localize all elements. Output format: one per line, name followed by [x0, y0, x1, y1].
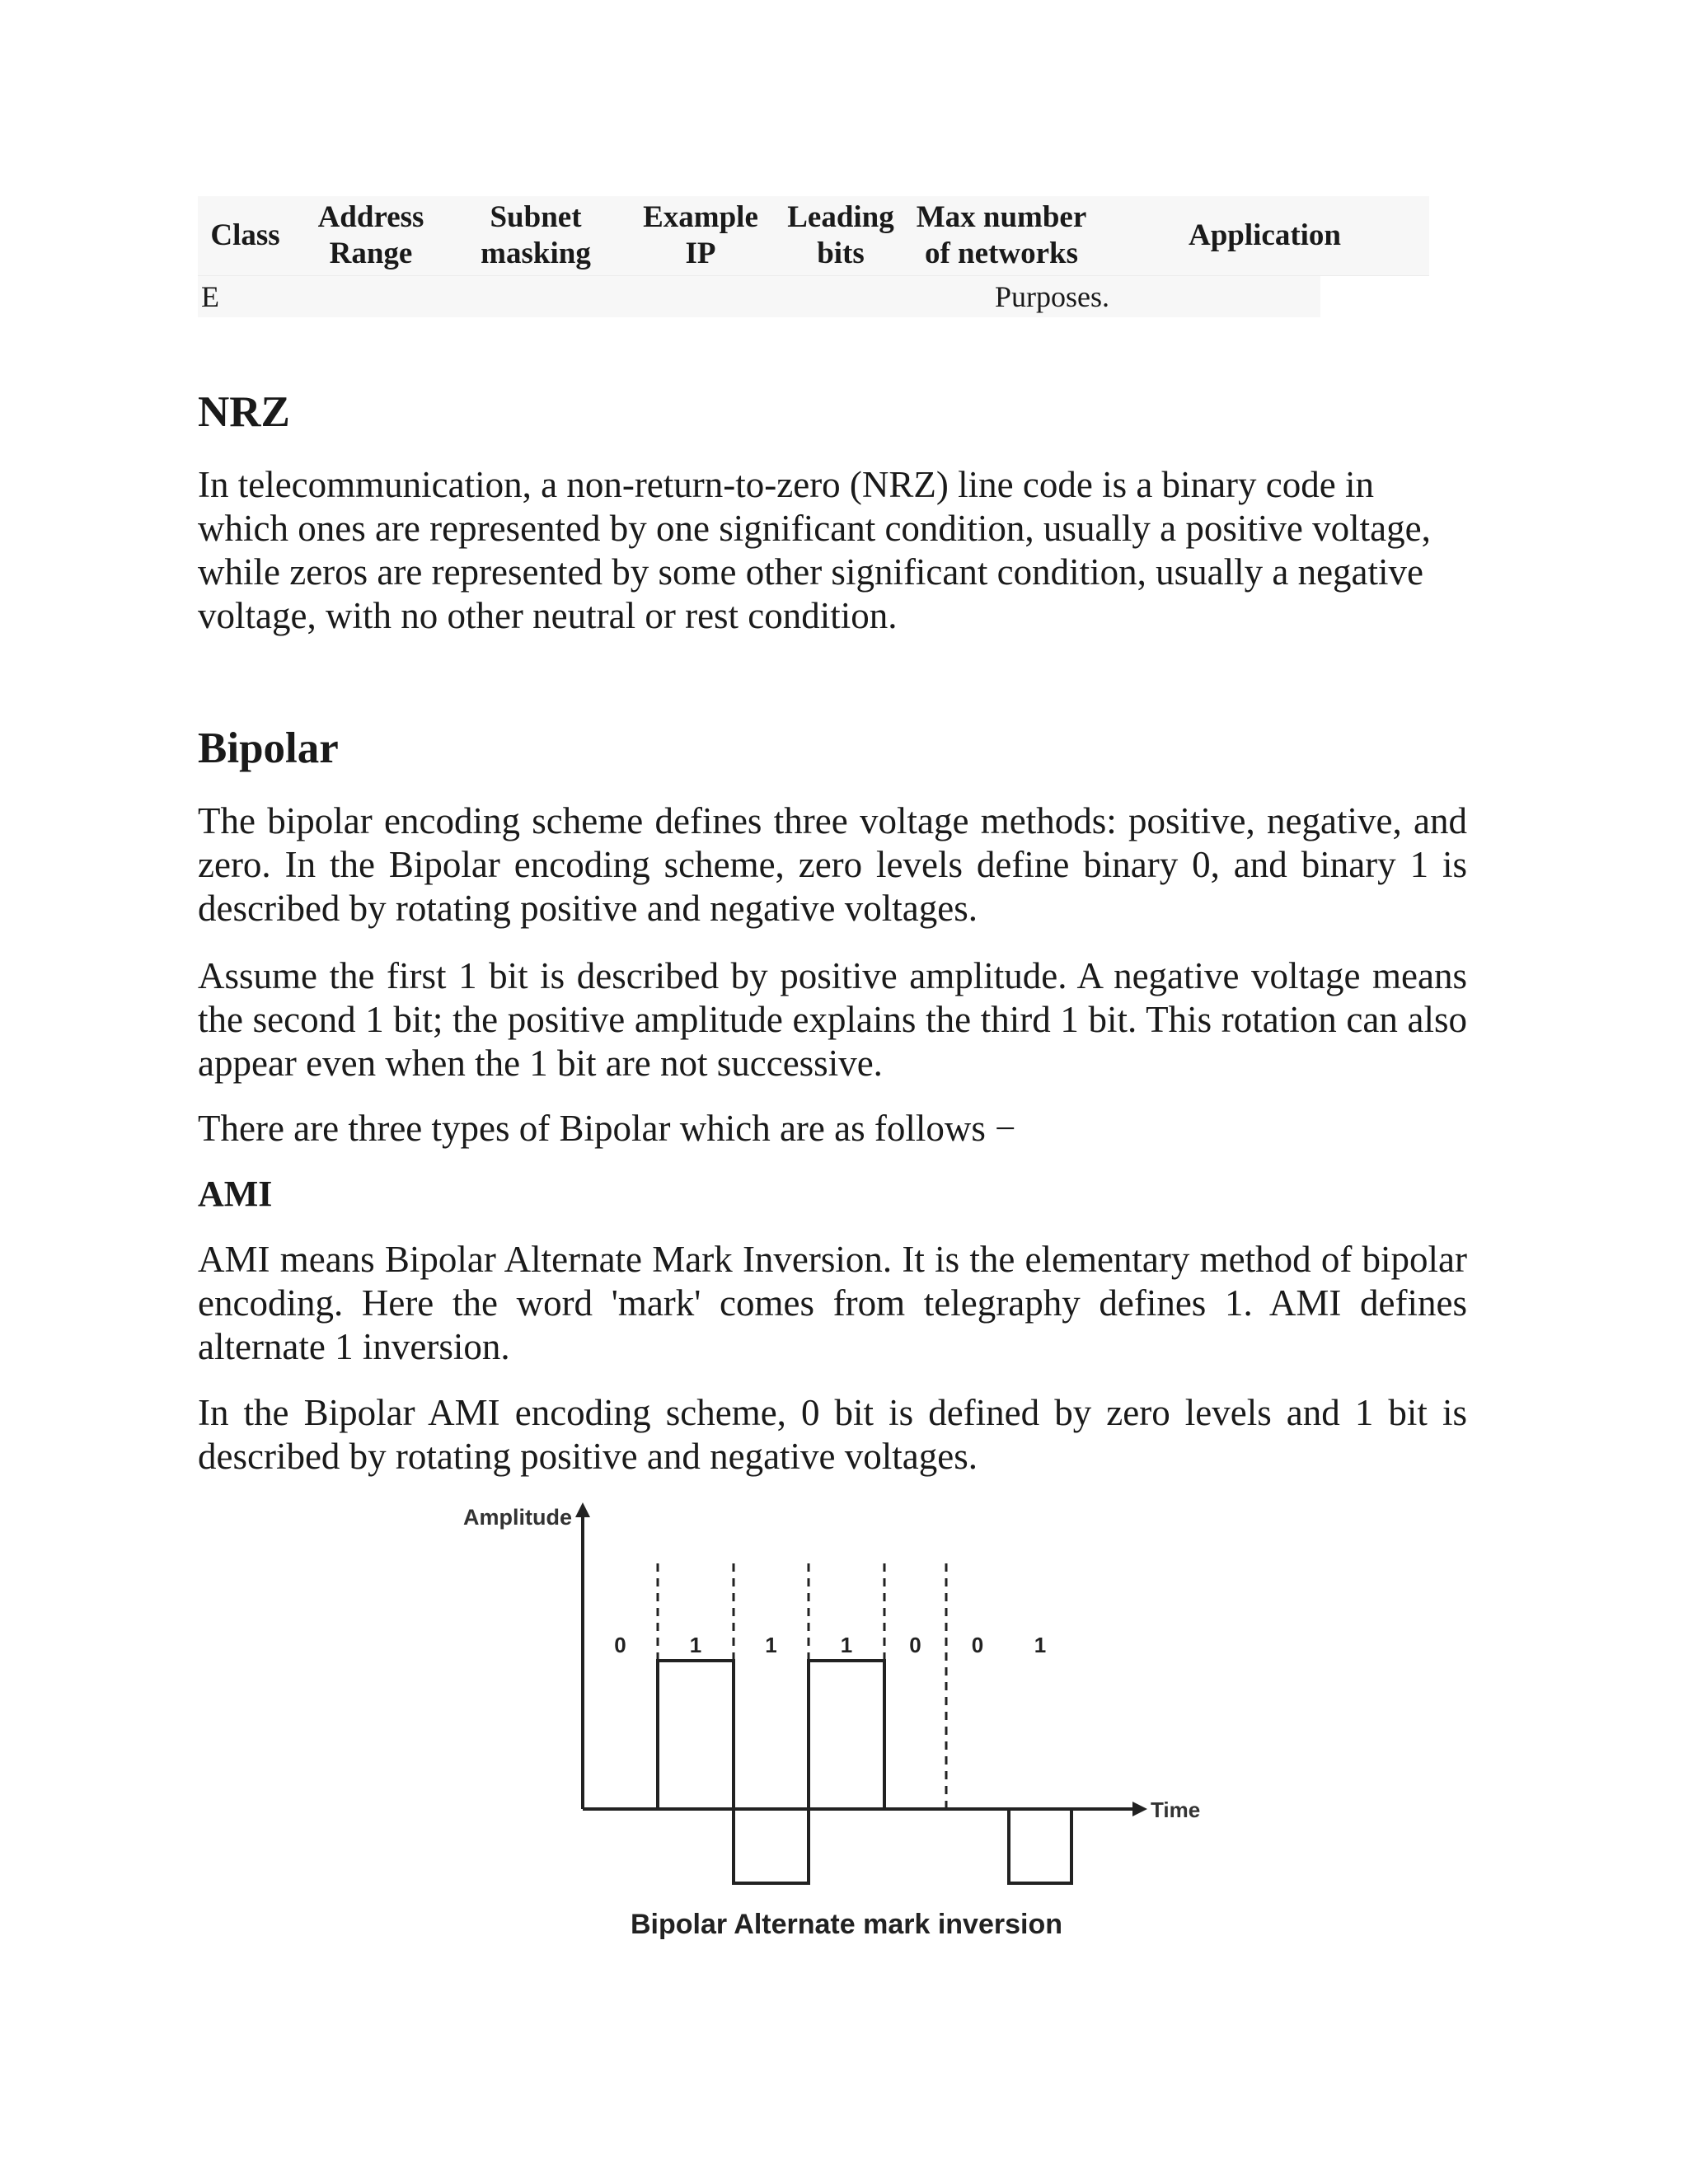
nrz-heading: NRZ [198, 388, 290, 436]
figure-caption: Bipolar Alternate mark inversion [630, 1909, 1063, 1940]
cell-application: Purposes. [992, 276, 1320, 318]
nrz-paragraph: In telecommunication, a non-return-to-zero (NRZ) line code is a binary code in which ones are represented by one significant condition, usually a positive voltage, while zeros are represented by some other significant condition, usually a negative voltage, with no other neutral or rest condition. [198, 464, 1431, 636]
bit-label: 0 [909, 1633, 921, 1657]
ami-paragraph-1: AMI means Bipolar Alternate Mark Inversion. It is the elementary method of bipolar encoding. Here the word 'mark' comes from telegraphy defines 1. AMI defines alternate 1 inversion. [198, 1239, 1467, 1367]
pulse-bit-7 [1009, 1809, 1071, 1883]
bit-label: 0 [614, 1633, 626, 1657]
cell-class: E [198, 276, 293, 318]
table-header-row [198, 196, 1429, 276]
pulse-bit-4 [809, 1661, 884, 1809]
header-example-ip: Example IP [622, 196, 779, 276]
ami-signal [658, 1661, 1071, 1883]
header-subnet-masking: Subnet masking [449, 196, 622, 276]
header-leading-bits: Leading bits [779, 196, 903, 276]
ip-class-table [198, 196, 1429, 317]
pulse-bit-2 [658, 1661, 734, 1809]
bit-label: 1 [765, 1633, 777, 1657]
bit-labels [614, 1633, 1046, 1657]
header-application: Application [1100, 196, 1429, 276]
y-axis-arrow-icon [575, 1502, 590, 1517]
bipolar-paragraph-1: The bipolar encoding scheme defines three voltage methods: positive, negative, and zero. In the Bipolar encoding scheme, zero levels define binary 0, and binary 1 is described by rotating positive and negative voltages. [198, 800, 1467, 929]
y-axis-label: Amplitude [463, 1505, 572, 1530]
table-row [198, 276, 1429, 318]
ami-waveform-figure [445, 1496, 1236, 1961]
bit-label: 1 [1034, 1633, 1047, 1657]
bit-label: 1 [840, 1633, 853, 1657]
header-class: Class [198, 196, 293, 276]
bit-label: 1 [689, 1633, 702, 1657]
bit-label: 0 [971, 1633, 984, 1657]
ami-paragraph-2: In the Bipolar AMI encoding scheme, 0 bit is defined by zero levels and 1 bit is described by rotating positive and negative voltages. [198, 1392, 1467, 1477]
header-max-networks: Max number of networks [903, 196, 1100, 276]
x-axis-arrow-icon [1132, 1802, 1147, 1816]
ami-waveform-diagram [445, 1496, 1236, 1957]
pulse-bit-3 [734, 1809, 809, 1883]
x-axis-label: Time [1151, 1797, 1201, 1822]
ami-heading: AMI [198, 1174, 273, 1214]
bipolar-paragraph-2: Assume the first 1 bit is described by positive amplitude. A negative voltage means the second 1 bit; the positive amplitude explains the third 1 bit. This rotation can also appear even when the 1 bit are not successive. [198, 955, 1467, 1084]
header-address-range: Address Range [293, 196, 449, 276]
bit-boundaries [658, 1563, 946, 1809]
bipolar-paragraph-3: There are three types of Bipolar which are as follows − [198, 1108, 1016, 1149]
bipolar-heading: Bipolar [198, 724, 339, 772]
